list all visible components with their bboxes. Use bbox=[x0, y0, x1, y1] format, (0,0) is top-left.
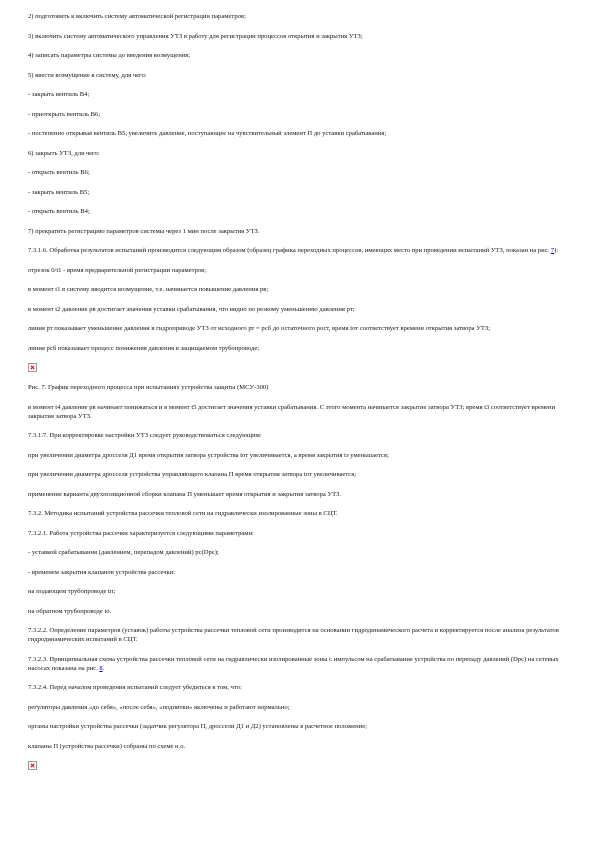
figure-8-link[interactable]: 8 bbox=[99, 664, 103, 672]
para-d1: при увеличении диаметра дросселя Д1 время открытия затвора устройства tот увеличивается, а время закрытия tз уменьшается; bbox=[28, 451, 389, 459]
para-7316 bbox=[28, 246, 560, 255]
para-line-rsb: линия рсб показывает процесс понижения давления в защищаемом трубопроводе; bbox=[28, 344, 260, 352]
para-step-7: 7) прекратить регистрацию параметров системы через 1 мин после закрытия УТЗ. bbox=[28, 227, 260, 235]
para-7317: 7.3.1.7. При корректировке настройки УТЗ следует руководствоваться следующим: bbox=[28, 432, 262, 439]
para-open-v6: - приоткрыть вентиль В6; bbox=[28, 110, 101, 118]
para-return: на обратном трубопроводе tо. bbox=[28, 607, 112, 615]
para-supply: на подающем трубопроводе tп; bbox=[28, 588, 116, 595]
para-open-v5: - постепенно открывая вентиль В5, увеличить давление, поступающее на чувствительный элемент П до уставки срабатывания; bbox=[28, 130, 387, 137]
figure-8-image bbox=[28, 761, 560, 771]
para-step-6: 6) закрыть УТЗ, для чего: bbox=[28, 149, 100, 157]
para-732: 7.3.2. Методика испытаний устройства рассечки тепловой сети на гидравлически изолированные зоны в СЦТ. bbox=[28, 510, 338, 517]
broken-image-icon bbox=[28, 761, 37, 770]
para-step-2: 2) подготовить к включить систему автоматической регистрации параметров; bbox=[28, 13, 246, 20]
para-regulators: регуляторы давления «до себя», «после себя», «подпитки» включены и работают нормально; bbox=[28, 703, 290, 711]
broken-image-icon bbox=[28, 363, 37, 372]
para-step-5: 5) ввести возмущение в систему, для чего: bbox=[28, 71, 147, 79]
para-7322: 7.3.2.2. Определение параметров (уставок) работы устройства рассечки тепловой сети производится на основании гидродинамического расчета и корректируется после анализа результатов гидродинамических испытаний в СЦТ. bbox=[28, 627, 559, 643]
figure-7-caption: Рис. 7. График переходного процесса при испытаниях устройства защиты (МСУ-300) bbox=[28, 384, 269, 391]
para-close-v5: - закрыть вентиль В5; bbox=[28, 188, 90, 196]
para-settings: органы настройки устройства рассечки (задатчик регулятора П, дроссели Д1 и Д2) установлены в расчетное положение; bbox=[28, 723, 367, 730]
para-7316-text: 7.3.1.6. Обработка результатов испытаний производится следующим образом (образец графика переходных процессов, имеющих место при проведении испытаний УТЗ, показан на рис. 7): bbox=[28, 247, 559, 254]
para-valves-no: клапаны П (устройства рассечки) собраны по схеме н.о. bbox=[28, 742, 186, 750]
para-open-v6-b: - открыть вентиль В6; bbox=[28, 169, 90, 176]
para-line-rt: линия рт показывает уменьшение давления в гидроприводе УТЗ от исходного рт = рсб до остаточного рост, время tот соответствует времени открытия затвора УТЗ; bbox=[28, 325, 491, 332]
para-closing-time: - временем закрытия клапанов устройства рассечки: bbox=[28, 568, 176, 576]
document-page bbox=[28, 12, 560, 781]
para-two-position: применение варианта двухпозиционной сборки клапана П уменьшает время открытия и закрытия затвора УТЗ. bbox=[28, 490, 342, 498]
figure-7-image bbox=[28, 363, 560, 373]
para-t4: в момент t4 давление рв начинает понижаться и в момент t5 достигает значения уставки срабатывания. С этого момента начинается закрытие затвора УТЗ; время t3 соответствует времени закрытия затвора УТЗ. bbox=[28, 403, 556, 420]
para-step-4: 4) записать параметры системы до введения возмущения; bbox=[28, 52, 191, 59]
para-close-v4: - закрыть вентиль В4; bbox=[28, 91, 90, 98]
para-valve-p: при увеличении диаметра дросселя устройства управляющего клапана П время открытия затвора tот увеличивается; bbox=[28, 471, 357, 478]
para-open-v4: - открыть вентиль В4; bbox=[28, 208, 90, 215]
para-7323: 7.3.2.3. Принципиальная схема устройства рассечки тепловой сети на гидравлически изолированные зоны с импульсом на срабатывание устройства по перепаду давлений (Dрс) на сетевых насосах показана на рис. 8. bbox=[28, 655, 559, 672]
para-t2: в момент t2 давление рв достигает значения уставки срабатывания, что видно по резкому уменьшению давления рт; bbox=[28, 305, 355, 313]
para-t1: в момент t1 в систему вводится возмущение, т.е. начинается повышение давления рв; bbox=[28, 286, 269, 293]
para-step-3: 3) включить систему автоматического управления УТЗ в работу для регистрации процессов открытия и закрытия УТЗ; bbox=[28, 32, 363, 40]
figure-7-link[interactable]: 7 bbox=[550, 247, 555, 254]
para-setpoint: - уставкой срабатывания (давлением, перепадом давлений) рс(Dрс); bbox=[28, 549, 219, 556]
para-7321: 7.3.2.1. Работа устройства рассечки характеризуется следующими параметрами: bbox=[28, 529, 254, 537]
para-segment: отрезок 0/t1 - время предварительной регистрации параметров; bbox=[28, 266, 207, 274]
para-7324: 7.3.2.4. Перед началом проведения испытаний следует убедиться в том, что: bbox=[28, 684, 242, 691]
